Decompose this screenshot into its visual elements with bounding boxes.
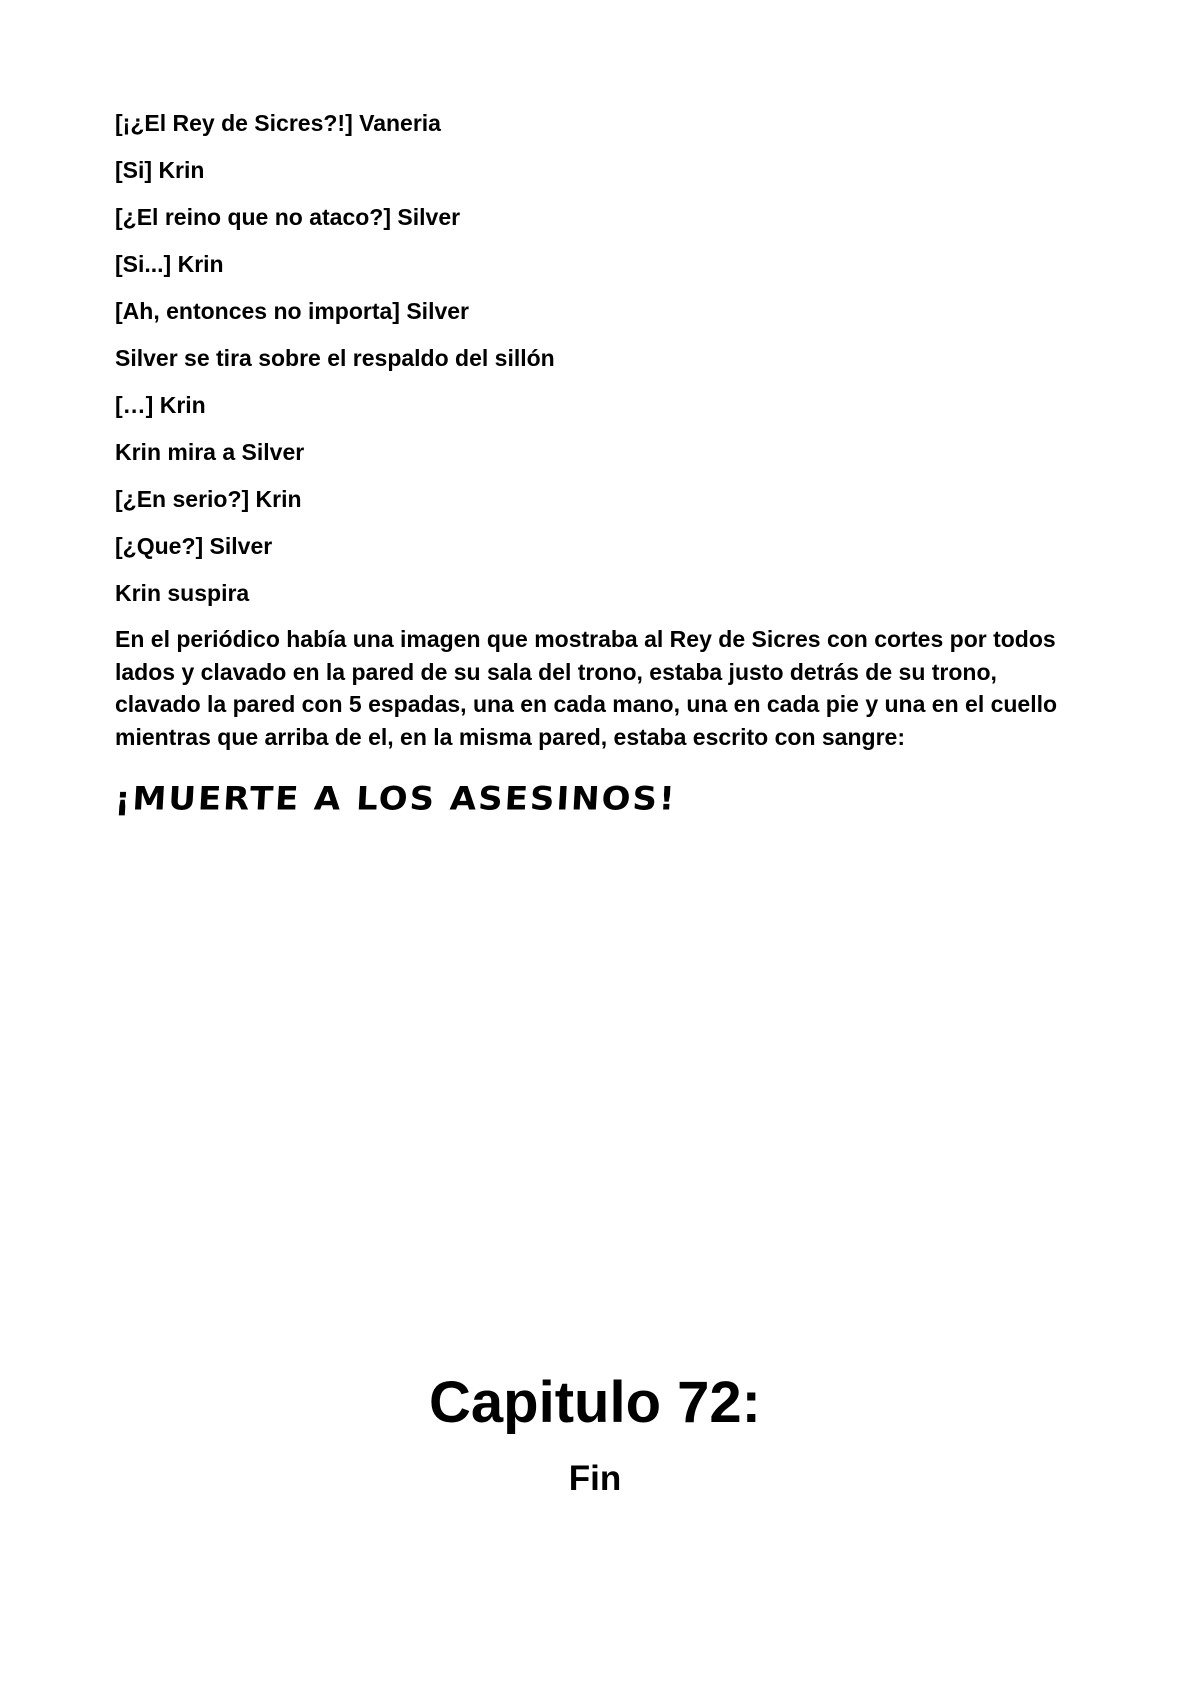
dialogue-line: [Si...] Krin — [115, 251, 224, 277]
chapter-subtitle: Fin — [568, 1459, 622, 1498]
dialogue-line: [¿El reino que no ataco?] Silver — [115, 204, 461, 230]
dialogue-line: [Ah, entonces no importa] Silver — [115, 298, 469, 324]
dialogue-line: [¿Que?] Silver — [115, 533, 273, 559]
narration-line: Silver se tira sobre el respaldo del sillón — [115, 345, 555, 371]
dialogue-line: [¿En serio?] Krin — [115, 486, 302, 512]
chapter-title: Capitulo 72: — [429, 1370, 761, 1435]
narration-line: Krin suspira — [115, 580, 250, 606]
narration-line: Krin mira a Silver — [115, 439, 305, 465]
dialogue-line: [Si] Krin — [115, 157, 205, 183]
story-text — [115, 110, 1075, 819]
dialogue-line: [¡¿El Rey de Sicres?!] Vaneria — [115, 110, 441, 136]
dialogue-line: […] Krin — [115, 392, 206, 418]
narration-paragraph: En el periódico había una imagen que mostraba al Rey de Sicres con cortes por todos lados y clavado en la pared de su sala del trono, estaba justo detrás de su trono, clavado la pared con 5 espadas, una en cada mano, una en cada pie y una en el cuello mientras que arriba de el, en la misma pared, estaba escrito con sangre: — [115, 626, 1058, 750]
blood-written-message: ¡MUERTE A LOS ASESINOS! — [113, 780, 678, 818]
